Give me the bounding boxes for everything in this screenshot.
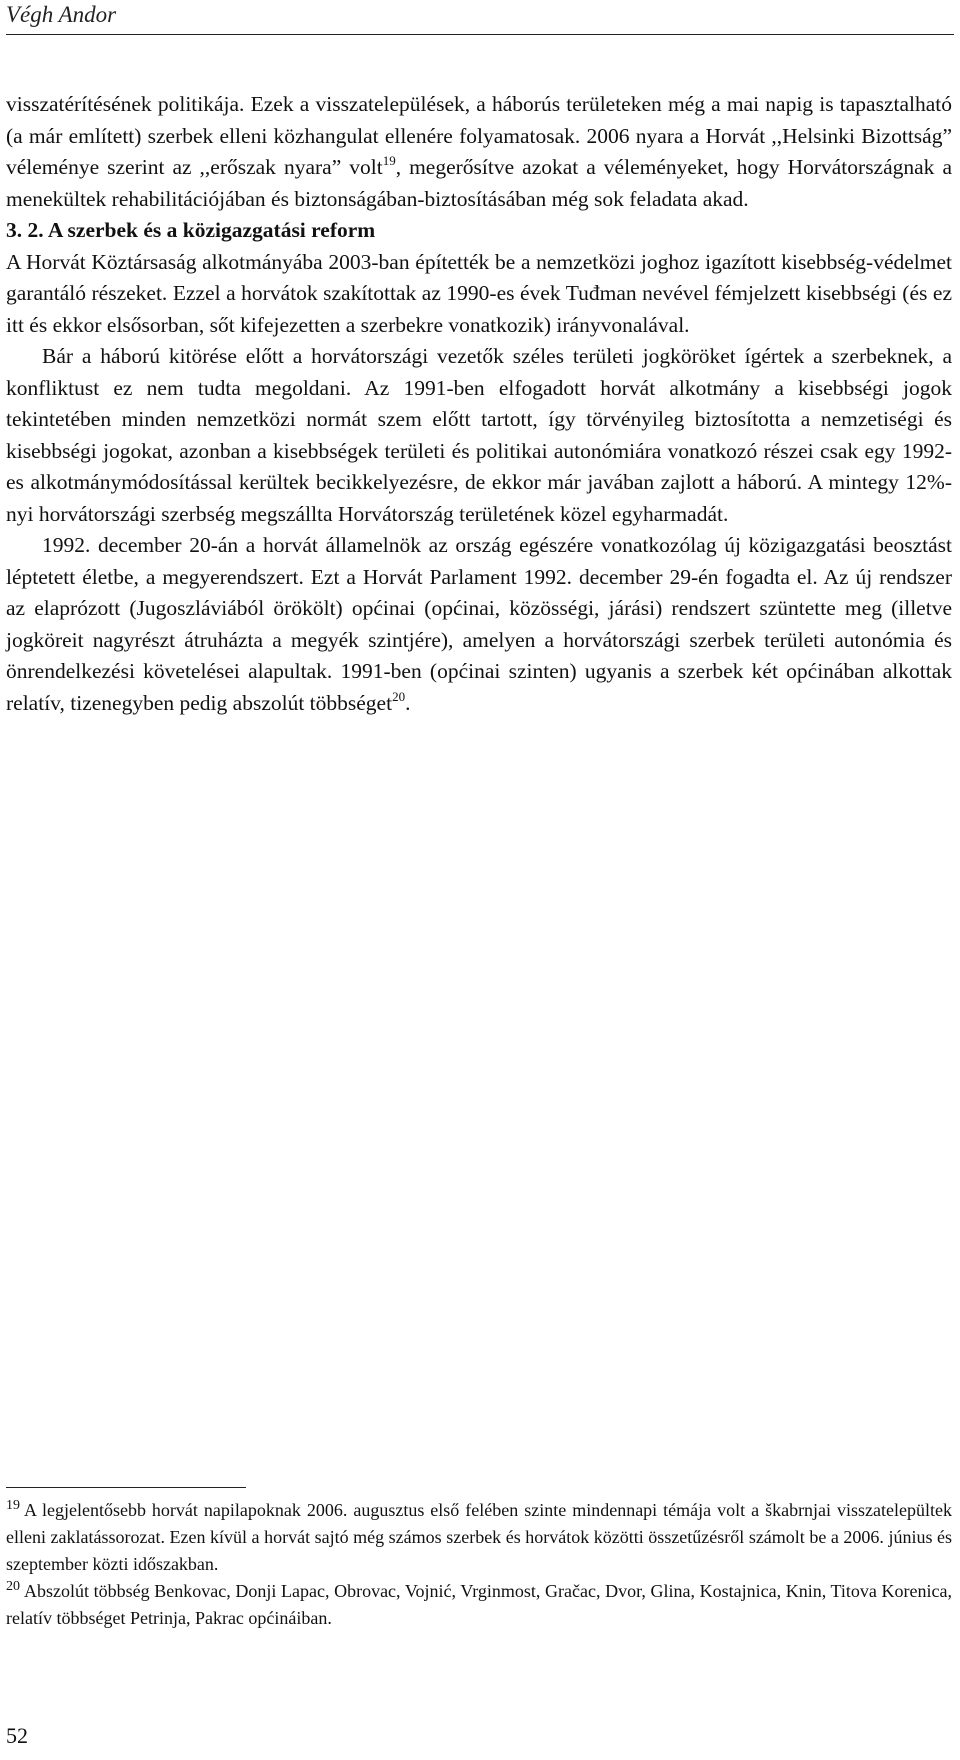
footnote-separator (6, 1487, 246, 1488)
paragraph-text: , megerősítve azokat a véleményeket, hogy Horvátországnak a menekültek rehabilitációjában és biztonságában-biztosításában még sok feladata akad. (6, 155, 952, 211)
footnotes (6, 1497, 952, 1632)
footnote-number: 19 (6, 1498, 20, 1513)
footnote-reference[interactable]: 19 (382, 153, 396, 168)
paragraph-text: visszatérítésének politikája. Ezek a visszatelepülések, a háborús területeken még a mai napig is tapasztalható (a már említett) szerbek elleni közhangulat ellenére folyamatosak. 2006 nyara a Horvát ,,Helsinki Bizottság” véleménye szerint az ,,erőszak nyara” volt (6, 92, 952, 179)
footnote-reference[interactable]: 20 (392, 688, 406, 704)
paragraph (6, 530, 952, 719)
page-number: 52 (6, 1723, 28, 1748)
paragraph: Bár a háború kitörése előtt a horvátországi vezetők széles területi jogköröket ígértek a szerbeknek, a konfliktust ez nem tudta megoldani. Az 1991-ben elfogadott horvát alkotmány a kisebbségi jogok tekintetében minden nemzetközi normát szem előtt tartott, így törvényileg biztosította a nemzetiségi és kisebbségi jogokat, azonban a kisebbségek területi és politikai autonómiára vonatkozó részei csak egy 1992-es alkotmánymódosítással kerültek becikkelyezésre, de ekkor már javában zajlott a háború. A mintegy 12%-nyi horvátországi szerbség megszállta Horvátország területének közel egyharmadát. (6, 344, 952, 526)
paragraph-text: 1992. december 20-án a horvát államelnök az ország egészére vonatkozólag új közigazgatási beosztást léptetett életbe, a megyerendszert. Ezt a Horvát Parlament 1992. december 29-én fogadta el. Az új rendszer az elaprózott (Jugoszláviából örökölt) općinai (općinai, közösségi, járási) rendszert szüntette meg (illetve jogköreit nagyrészt átruházta a megyék szintjére), amelyen a horvátországi szerbek területi autonómia és önrendelkezési követelései alapultak. 1991-ben (općinai szinten) ugyanis a szerbek két općinában alkottak relatív, tizenegyben pedig abszolút többséget (6, 533, 952, 715)
footnote (6, 1497, 952, 1578)
paragraph: A Horvát Köztársaság alkotmányába 2003-ban építették be a nemzetközi joghoz igazított kisebbség-védelmet garantáló részeket. Ezzel a horvátok szakítottak az 1990-es évek Tuđman nevével fémjelzett kisebbségi (és ez itt és ekkor elsősorban, sőt kifejezetten a szerbekre vonatkozik) irányvonalával. (6, 249, 952, 337)
footnote-text: A legjelentősebb horvát napilapoknak 2006. augusztus első felében szinte mindennapi témája volt a škabrnjai visszatelepültek elleni zaklatássorozat. Ezen kívül a horvát sajtó még számos szerbek és horvátok közötti összetűzésről számolt be a 2006. június és szeptember közti időszakban. (6, 1500, 952, 1574)
footnote-number: 20 (6, 1579, 20, 1594)
main-text (6, 89, 952, 719)
running-head-author: Végh Andor (6, 2, 117, 27)
paragraph-text: . (405, 690, 411, 715)
footnote-text: Abszolút többség Benkovac, Donji Lapac, Obrovac, Vojnić, Vrginmost, Gračac, Dvor, Glina, Kostajnica, Knin, Titova Korenica, relatív többséget Petrinja, Pakrac općináiban. (6, 1581, 952, 1628)
section-heading: 3. 2. A szerbek és a közigazgatási reform (6, 218, 376, 242)
paragraph-continuation (6, 89, 952, 215)
footnote (6, 1578, 952, 1632)
running-head (6, 0, 954, 35)
